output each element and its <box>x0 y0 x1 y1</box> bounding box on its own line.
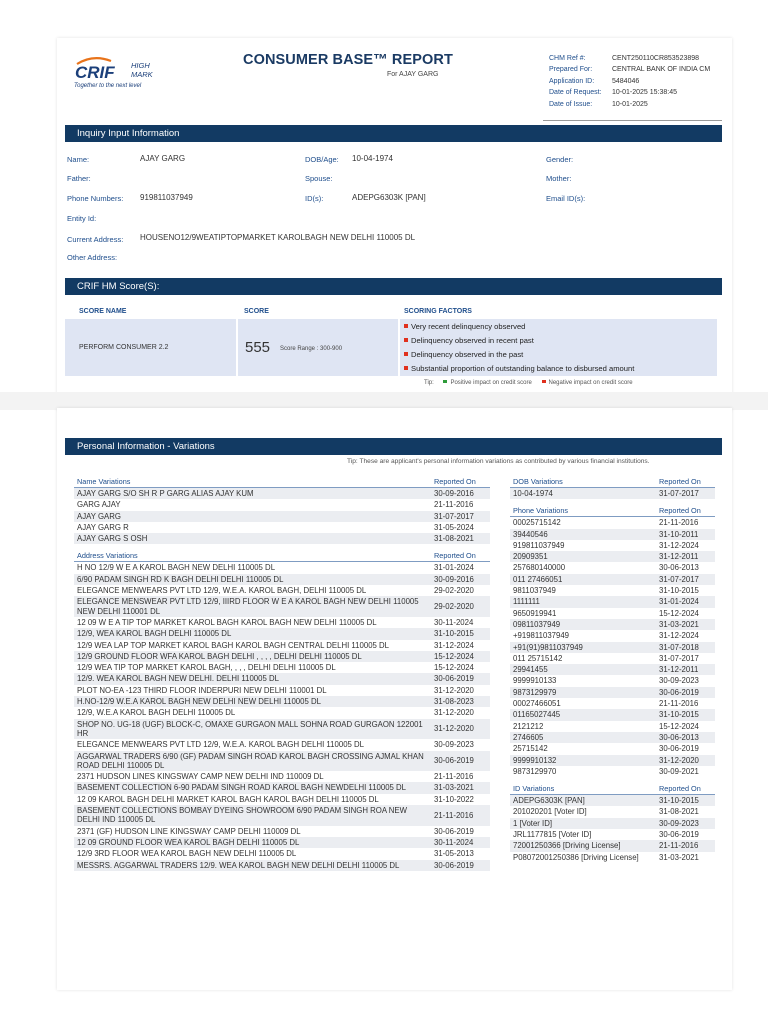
reported-on-date: 29-02-2020 <box>431 585 490 596</box>
id-variation-row <box>510 806 715 817</box>
variation-header-row <box>510 504 715 517</box>
phone-variation-row <box>510 608 715 619</box>
variation-value: 011 27466051 <box>510 574 656 585</box>
dob-variation-row <box>510 488 715 500</box>
ids-label: ID(s): <box>305 194 324 203</box>
reported-on-header: Reported On <box>656 504 715 517</box>
reported-on-header: Reported On <box>656 782 715 795</box>
score-header: SCORE <box>244 308 269 315</box>
address-variation-row <box>74 739 490 750</box>
address-variation-row <box>74 617 490 628</box>
current-address-label: Current Address: <box>67 235 124 244</box>
reported-on-date: 30-11-2024 <box>431 617 490 628</box>
reported-on-date: 31-03-2021 <box>656 619 715 630</box>
reported-on-date: 31-10-2022 <box>431 794 490 805</box>
variation-value: AJAY GARG R <box>74 522 431 533</box>
score-name: PERFORM CONSUMER 2.2 <box>79 344 169 351</box>
logo-mark-text: MARK <box>131 70 153 79</box>
reported-on-date: 15-12-2024 <box>656 608 715 619</box>
phone-label: Phone Numbers: <box>67 194 124 203</box>
variation-value: 12/9 GROUND FLOOR WFA KAROL BAGH DELHI , , , , DELHI DELHI 110005 DL <box>74 651 431 662</box>
address-variation-row <box>74 826 490 837</box>
phone-variation-row <box>510 664 715 675</box>
tip-label: Tip: <box>424 380 434 386</box>
variation-value: 72001250366 [Driving License] <box>510 840 656 851</box>
meta-value: 10-01-2025 15:38:45 <box>612 89 677 97</box>
variation-header: Address Variations <box>74 549 431 562</box>
variation-value: 9999910132 <box>510 755 656 766</box>
reported-on-date: 21-11-2016 <box>431 499 490 510</box>
reported-on-date: 30-06-2019 <box>656 829 715 840</box>
reported-on-date: 31-07-2018 <box>656 642 715 653</box>
phone-variation-row <box>510 619 715 630</box>
reported-on-date: 31-10-2015 <box>656 709 715 720</box>
address-variation-row <box>74 596 490 617</box>
reported-on-date: 30-06-2013 <box>656 732 715 743</box>
variation-value: 25715142 <box>510 743 656 754</box>
name-variation-row <box>74 499 490 510</box>
reported-on-date: 30-09-2023 <box>656 675 715 686</box>
reported-on-date: 31-07-2017 <box>431 511 490 522</box>
variation-value: 919811037949 <box>510 540 656 551</box>
meta-label: Date of Issue: <box>549 100 593 108</box>
variation-value: MESSRS. AGGARWAL TRADERS 12/9. WEA KAROL BAGH NEW DELHI DELHI 110005 DL <box>74 860 431 871</box>
variation-value: ADEPG6303K [PAN] <box>510 795 656 807</box>
variation-header: DOB Variations <box>510 475 656 488</box>
address-variation-row <box>74 751 490 772</box>
name-value: AJAY GARG <box>140 154 186 163</box>
variation-value: 01165027445 <box>510 709 656 720</box>
reported-on-date: 30-09-2016 <box>431 574 490 585</box>
phone-variation-row <box>510 766 715 777</box>
reported-on-date: 31-08-2021 <box>656 806 715 817</box>
address-variation-row <box>74 805 490 826</box>
variation-value: 9999910133 <box>510 675 656 686</box>
spouse-label: Spouse: <box>305 174 333 183</box>
reported-on-date: 31-10-2011 <box>656 529 715 540</box>
address-variation-row <box>74 719 490 740</box>
variation-value: 2371 HUDSON LINES KINGSWAY CAMP NEW DELHI IND 110009 DL <box>74 771 431 782</box>
variation-value: PLOT NO-EA -123 THIRD FLOOR INDERPURI NEW DELHI 110001 DL <box>74 685 431 696</box>
score-tip <box>424 380 633 386</box>
reported-on-date: 31-08-2023 <box>431 696 490 707</box>
report-page-2 <box>57 408 732 990</box>
report-title: CONSUMER BASE™ REPORT <box>243 52 453 68</box>
entity-id-label: Entity Id: <box>67 214 97 223</box>
reported-on-date: 29-02-2020 <box>431 596 490 617</box>
reported-on-date: 30-06-2019 <box>431 826 490 837</box>
variation-value: AJAY GARG S OSH <box>74 533 431 544</box>
address-variation-row <box>74 860 490 871</box>
variation-value: SHOP NO. UG-18 (UGF) BLOCK-C, OMAXE GURGAON MALL SOHNA ROAD GURGAON 122001 HR <box>74 719 431 740</box>
variation-value: ELEGANCE MENWEARS PVT LTD 12/9, W.E.A. KAROL BAGH DELHI 110005 DL <box>74 739 431 750</box>
address-variation-row <box>74 651 490 662</box>
variation-value: 6/90 PADAM SINGH RD K BAGH DELHI DELHI 110005 DL <box>74 574 431 585</box>
scoring-factor: Very recent delinquency observed <box>404 322 525 331</box>
meta-value: 5484046 <box>612 77 640 85</box>
variation-value: P08072001250386 [Driving License] <box>510 852 656 863</box>
variation-value: 9811037949 <box>510 585 656 596</box>
phone-variation-row <box>510 585 715 596</box>
variation-value: +919811037949 <box>510 630 656 641</box>
variation-value: 00025715142 <box>510 517 656 529</box>
name-variation-row <box>74 488 490 500</box>
reported-on-date: 15-12-2024 <box>431 651 490 662</box>
negative-marker-icon <box>404 324 408 328</box>
meta-row <box>549 64 710 75</box>
variation-value: 2371 (GF) HUDSON LINE KINGSWAY CAMP DELHI 110009 DL <box>74 826 431 837</box>
variation-value: H.NO-12/9 W.E.A KAROL BAGH NEW DELHI NEW DELHI 110005 DL <box>74 696 431 707</box>
email-label: Email ID(s): <box>546 194 586 203</box>
variation-header-row <box>74 475 490 488</box>
meta-value: CENT250110CR853523898 <box>612 55 700 62</box>
variation-value: 12/9, WEA KAROL BAGH DELHI 110005 DL <box>74 628 431 639</box>
reported-on-header: Reported On <box>656 475 715 488</box>
phone-variation-row <box>510 743 715 754</box>
phone-variation-row <box>510 551 715 562</box>
variation-value: 10-04-1974 <box>510 488 656 500</box>
meta-row <box>549 76 710 87</box>
variation-header: Name Variations <box>74 475 431 488</box>
variation-value: JRL1177815 [Voter ID] <box>510 829 656 840</box>
variation-header-row <box>510 782 715 795</box>
reported-on-date: 31-10-2015 <box>656 585 715 596</box>
reported-on-date: 31-01-2024 <box>431 562 490 574</box>
current-address-value: HOUSENO12/9WEATIPTOPMARKET KAROLBAGH NEW DELHI 110005 DL <box>140 233 416 242</box>
variation-value: AJAY GARG <box>74 511 431 522</box>
meta-row <box>549 99 710 110</box>
logo-high-text: HIGH <box>131 61 150 70</box>
id-variation-row <box>510 840 715 851</box>
variation-value: 00027466051 <box>510 698 656 709</box>
variation-value: 12/9. WEA KAROL BAGH NEW DELHI. DELHI 110005 DL <box>74 673 431 684</box>
variation-value: 9873129970 <box>510 766 656 777</box>
address-variation-row <box>74 794 490 805</box>
meta-label: Prepared For: <box>549 66 593 74</box>
phone-variation-row <box>510 529 715 540</box>
variation-value: 2121212 <box>510 721 656 732</box>
score-name-header: SCORE NAME <box>79 308 127 315</box>
meta-label: Date of Request: <box>549 89 602 97</box>
reported-on-date: 31-10-2015 <box>431 628 490 639</box>
address-variation-row <box>74 848 490 859</box>
variation-value: 12 09 KAROL BAGH DELHI MARKET KAROL BAGH KAROL BAGH DELHI 110005 DL <box>74 794 431 805</box>
negative-marker-icon <box>404 338 408 342</box>
scoring-factor: Substantial proportion of outstanding balance to disbursed amount <box>404 364 634 373</box>
phone-variation-row <box>510 653 715 664</box>
score-range: Score Range : 300-900 <box>280 346 343 352</box>
address-variation-row <box>74 562 490 574</box>
reported-on-date: 31-05-2024 <box>431 522 490 533</box>
reported-on-date: 21-11-2016 <box>431 805 490 826</box>
variation-value: 12/9 WEA TIP TOP MARKET KAROL BAGH, , , , DELHI DELHI 110005 DL <box>74 662 431 673</box>
phone-variation-row <box>510 562 715 573</box>
crif-high-mark-logo <box>73 56 173 90</box>
variation-value: ELEGANCE MENSWEAR PVT LTD 12/9, IIIRD FLOOR W E A KAROL BAGH NEW DELHI 110005 NEW DELHI 110001 DL <box>74 596 431 617</box>
mother-label: Mother: <box>546 174 572 183</box>
variation-value: 9873129979 <box>510 687 656 698</box>
variation-value: +91(91)9811037949 <box>510 642 656 653</box>
reported-on-date: 31-10-2015 <box>656 795 715 807</box>
phone-variation-row <box>510 540 715 551</box>
report-meta <box>549 53 710 110</box>
reported-on-date: 21-11-2016 <box>656 517 715 529</box>
address-variation-row <box>74 696 490 707</box>
name-address-variations-table <box>74 475 490 871</box>
reported-on-date: 30-06-2019 <box>431 673 490 684</box>
dob-label: DOB/Age: <box>305 155 339 164</box>
variation-value: 12 09 W E A TIP TOP MARKET KAROL BAGH KAROL BAGH NEW DELHI 110005 DL <box>74 617 431 628</box>
id-variation-row <box>510 852 715 863</box>
id-variation-row <box>510 829 715 840</box>
phone-variation-row <box>510 755 715 766</box>
other-address-label: Other Address: <box>67 253 118 262</box>
tip-negative: Negative impact on credit score <box>548 380 633 386</box>
reported-on-date: 15-12-2024 <box>431 662 490 673</box>
reported-on-date: 30-06-2019 <box>656 687 715 698</box>
variation-value: 12/9 3RD FLOOR WEA KAROL BAGH NEW DELHI 110005 DL <box>74 848 431 859</box>
negative-marker-icon <box>542 380 546 383</box>
reported-on-date: 30-09-2023 <box>656 818 715 829</box>
phone-variation-row <box>510 630 715 641</box>
dob-phone-id-variations-table <box>510 475 715 863</box>
meta-label: CHM Ref #: <box>549 55 586 62</box>
report-for: For AJAY GARG <box>387 71 439 78</box>
negative-marker-icon <box>404 366 408 370</box>
phone-variation-row <box>510 721 715 732</box>
variations-section-header: Personal Information - Variations <box>65 438 722 455</box>
scoring-factor: Delinquency observed in recent past <box>404 336 534 345</box>
variation-value: 12/9, W.E.A KAROL BAGH DELHI 110005 DL <box>74 707 431 718</box>
reported-on-date: 30-09-2021 <box>656 766 715 777</box>
reported-on-date: 31-12-2020 <box>656 755 715 766</box>
reported-on-date: 21-11-2016 <box>431 771 490 782</box>
header-divider <box>543 120 722 121</box>
phone-variation-row <box>510 517 715 529</box>
address-variation-row <box>74 685 490 696</box>
positive-marker-icon <box>443 380 447 383</box>
variation-value: 257680140000 <box>510 562 656 573</box>
logo-tagline: Together to the next level <box>74 83 142 89</box>
name-variation-row <box>74 511 490 522</box>
reported-on-date: 31-03-2021 <box>656 852 715 863</box>
reported-on-date: 31-12-2020 <box>431 719 490 740</box>
father-label: Father: <box>67 174 91 183</box>
id-variation-row <box>510 795 715 807</box>
inquiry-section-header: Inquiry Input Information <box>65 125 722 142</box>
meta-row <box>549 53 710 64</box>
reported-on-date: 31-12-2020 <box>431 685 490 696</box>
phone-variation-row <box>510 709 715 720</box>
variation-value: AGGARWAL TRADERS 6/90 (GF) PADAM SINGH ROAD KAROL BAGH CROSSING AJMAL KHAN ROAD DELHI 110005 DL <box>74 751 431 772</box>
variation-value: BASEMENT COLLECTION 6-90 PADAM SINGH ROAD KAROL BAGH NEWDELHI 110005 DL <box>74 782 431 793</box>
negative-marker-icon <box>404 352 408 356</box>
phone-value: 919811037949 <box>140 193 193 202</box>
variation-value: 12 09 GROUND FLOOR WEA KAROL BAGH DELHI 110005 DL <box>74 837 431 848</box>
reported-on-date: 30-09-2023 <box>431 739 490 750</box>
gender-label: Gender: <box>546 155 574 164</box>
address-variation-row <box>74 628 490 639</box>
variations-tip: Tip: These are applicant's personal information variations as contributed by various financial institutions. <box>347 458 650 465</box>
variation-value: 12/9 WEA LAP TOP MARKET KAROL BAGH KAROL BAGH CENTRAL DELHI 110005 DL <box>74 640 431 651</box>
variation-value: 39440546 <box>510 529 656 540</box>
reported-on-date: 31-07-2017 <box>656 574 715 585</box>
reported-on-date: 31-12-2011 <box>656 664 715 675</box>
score-section-header: CRIF HM Score(S): <box>65 278 722 295</box>
reported-on-date: 31-12-2011 <box>656 551 715 562</box>
meta-value: 10-01-2025 <box>612 100 648 108</box>
phone-variation-row <box>510 596 715 607</box>
address-variation-row <box>74 585 490 596</box>
reported-on-date: 30-06-2013 <box>656 562 715 573</box>
reported-on-date: 31-08-2021 <box>431 533 490 544</box>
variation-value: 2746605 <box>510 732 656 743</box>
report-page-1 <box>57 38 732 410</box>
reported-on-date: 30-06-2019 <box>431 751 490 772</box>
reported-on-date: 31-01-2024 <box>656 596 715 607</box>
reported-on-date: 21-11-2016 <box>656 698 715 709</box>
reported-on-header: Reported On <box>431 549 490 562</box>
phone-variation-row <box>510 675 715 686</box>
reported-on-date: 30-06-2019 <box>431 860 490 871</box>
variation-value: 9650919941 <box>510 608 656 619</box>
variation-value: 1111111 <box>510 596 656 607</box>
score-value: 555 <box>245 339 271 356</box>
logo-crif-text: CRIF <box>75 63 115 82</box>
variation-value: H NO 12/9 W E A KAROL BAGH NEW DELHI 110005 DL <box>74 562 431 574</box>
address-variation-row <box>74 662 490 673</box>
variation-value: AJAY GARG S/O SH R P GARG ALIAS AJAY KUM <box>74 488 431 500</box>
variation-value: 201020201 [Voter ID] <box>510 806 656 817</box>
scoring-factors-header: SCORING FACTORS <box>404 308 472 315</box>
variation-header: Phone Variations <box>510 504 656 517</box>
name-variation-row <box>74 522 490 533</box>
variation-header-row <box>74 549 490 562</box>
ids-value: ADEPG6303K [PAN] <box>352 193 426 202</box>
name-label: Name: <box>67 155 90 164</box>
address-variation-row <box>74 574 490 585</box>
reported-on-date: 31-12-2024 <box>431 640 490 651</box>
meta-value: CENTRAL BANK OF INDIA CM <box>612 66 711 74</box>
scoring-factor: Delinquency observed in the past <box>404 350 523 359</box>
variation-value: 011 25715142 <box>510 653 656 664</box>
reported-on-date: 30-06-2019 <box>656 743 715 754</box>
variation-value: BASEMENT COLLECTIONS BOMBAY DYEING SHOWROOM 6/90 PADAM SINGH ROA NEW DELHI IND 110005 DL <box>74 805 431 826</box>
reported-on-header: Reported On <box>431 475 490 488</box>
variation-value: GARG AJAY <box>74 499 431 510</box>
address-variation-row <box>74 771 490 782</box>
reported-on-date: 31-07-2017 <box>656 653 715 664</box>
meta-row <box>549 87 710 98</box>
reported-on-date: 31-07-2017 <box>656 488 715 500</box>
address-variation-row <box>74 837 490 848</box>
phone-variation-row <box>510 732 715 743</box>
address-variation-row <box>74 782 490 793</box>
dob-value: 10-04-1974 <box>352 154 393 163</box>
phone-variation-row <box>510 642 715 653</box>
phone-variation-row <box>510 687 715 698</box>
reported-on-date: 31-12-2024 <box>656 540 715 551</box>
address-variation-row <box>74 707 490 718</box>
name-variation-row <box>74 533 490 544</box>
variation-header: ID Variations <box>510 782 656 795</box>
variation-value: ELEGANCE MENWEARS PVT LTD 12/9, W.E.A. KAROL BAGH, DELHI 110005 DL <box>74 585 431 596</box>
variation-header-row <box>510 475 715 488</box>
phone-variation-row <box>510 698 715 709</box>
variation-value: 1 [Voter ID] <box>510 818 656 829</box>
address-variation-row <box>74 640 490 651</box>
reported-on-date: 31-05-2013 <box>431 848 490 859</box>
reported-on-date: 15-12-2024 <box>656 721 715 732</box>
variation-value: 09811037949 <box>510 619 656 630</box>
variation-value: 20909351 <box>510 551 656 562</box>
phone-variation-row <box>510 574 715 585</box>
meta-label: Application ID: <box>549 77 595 85</box>
reported-on-date: 31-12-2024 <box>656 630 715 641</box>
reported-on-date: 30-11-2024 <box>431 837 490 848</box>
address-variation-row <box>74 673 490 684</box>
reported-on-date: 30-09-2016 <box>431 488 490 500</box>
variation-value: 29941455 <box>510 664 656 675</box>
reported-on-date: 21-11-2016 <box>656 840 715 851</box>
tip-positive: Positive impact on credit score <box>450 380 532 386</box>
id-variation-row <box>510 818 715 829</box>
reported-on-date: 31-03-2021 <box>431 782 490 793</box>
reported-on-date: 31-12-2020 <box>431 707 490 718</box>
